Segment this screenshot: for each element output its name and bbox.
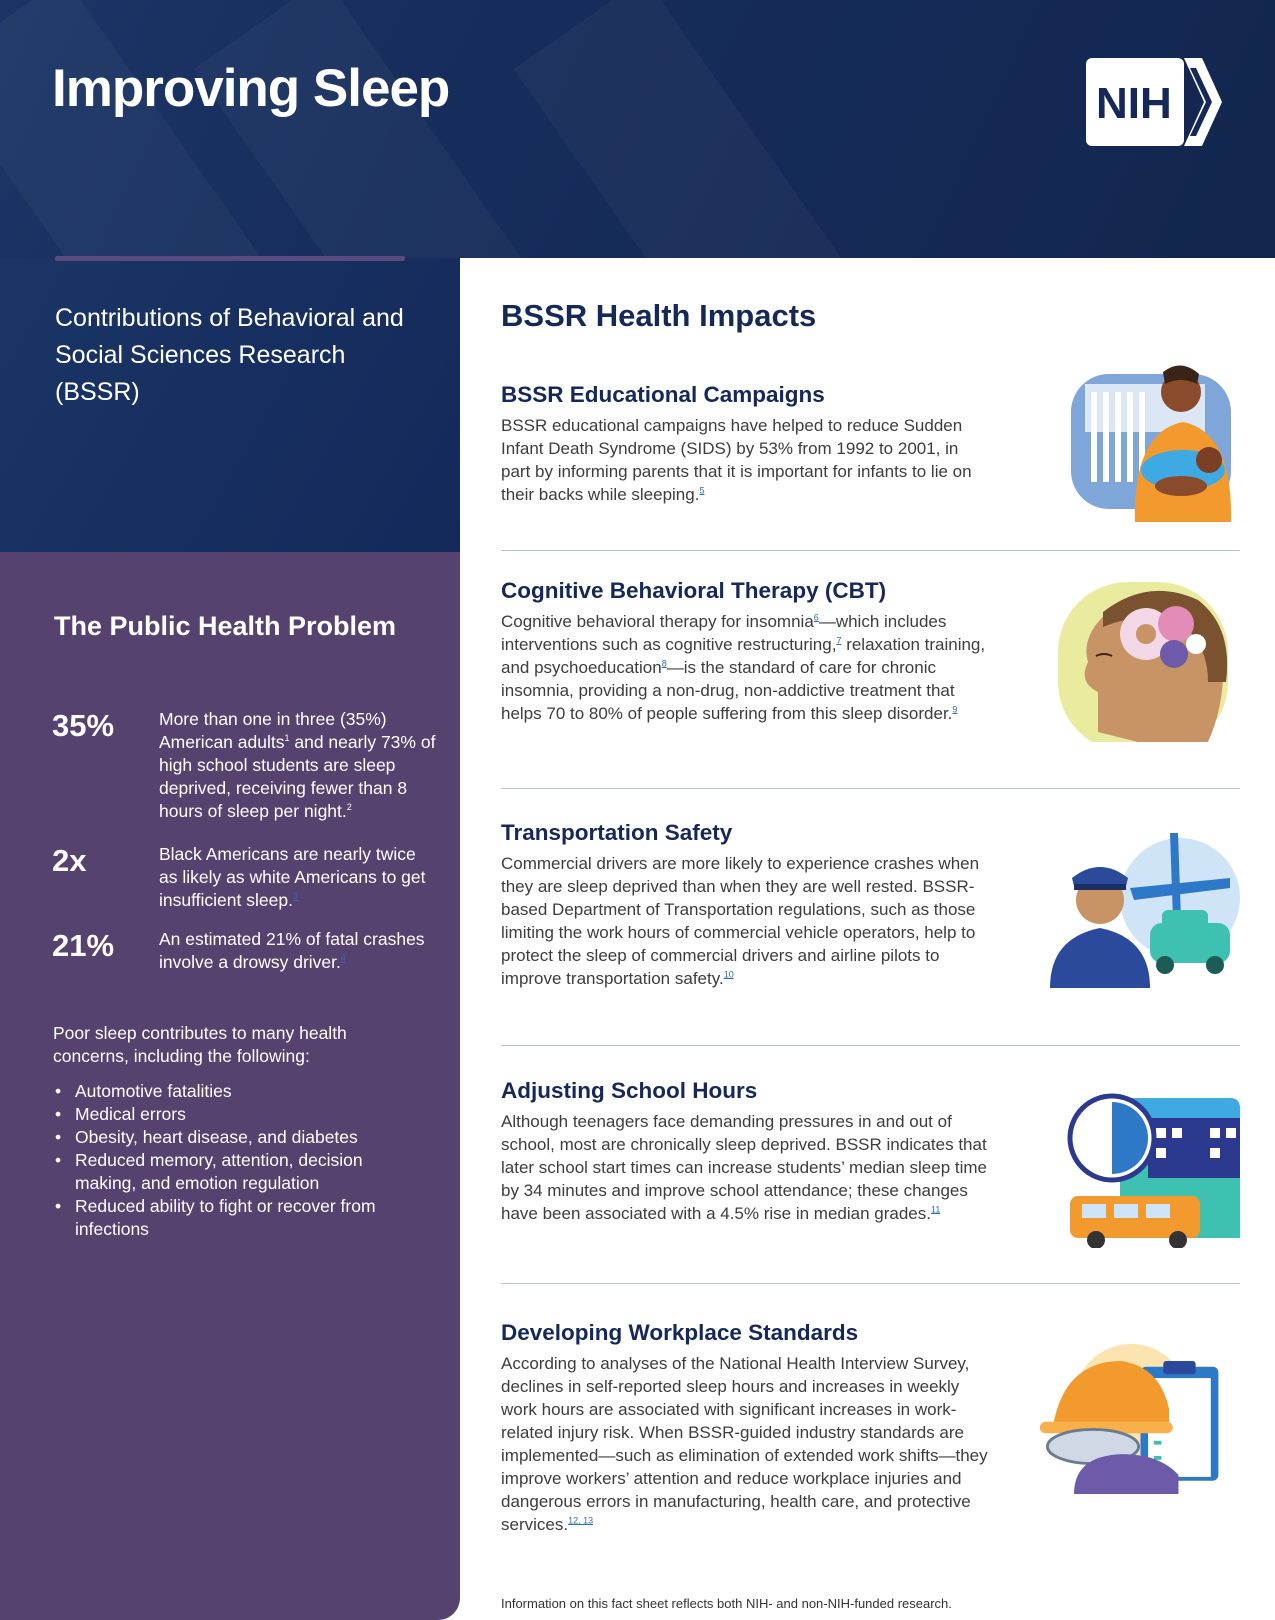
page-title: Improving Sleep	[52, 59, 450, 118]
nih-logo	[1086, 58, 1222, 146]
section-title: Developing Workplace Standards	[501, 1320, 859, 1345]
section-body: Commercial drivers are more likely to experience crashes when they are sleep deprived than when they are well rested. BSSR-based Department of Transportation regulations, such as those limiting the work hours of commercial vehicle operators, help to protect the sleep of commercial drivers and airline pilots to improve transportation safety.$^{10}$	[501, 854, 980, 988]
section-title: Cognitive Behavioral Therapy (CBT)	[501, 578, 887, 603]
citation-link[interactable]: 11	[930, 1204, 941, 1215]
stat-text: An estimated 21% of fatal crashes involve a drowsy driver.$^4$	[159, 929, 425, 972]
list-item: • Reduced ability to fight or recover from infections	[53, 1195, 423, 1241]
parent-with-infant-illustration	[1063, 362, 1253, 522]
section-body: BSSR educational campaigns have helped to reduce Sudden Infant Death Syndrome (SIDS) by 53% from 1992 to 2001, in part by informing parents that it is important for infants to lie on their backs while sleeping.$^5$	[501, 416, 972, 504]
problem-heading: The Public Health Problem	[54, 611, 397, 641]
citation-link[interactable]: 10	[723, 969, 734, 980]
header-stripe	[514, 0, 1047, 258]
list-item: • Medical errors	[53, 1103, 423, 1126]
concerns-list	[53, 1080, 423, 1241]
citation-link[interactable]: 12, 13	[568, 1515, 594, 1526]
hardhat-goggles-clipboard-illustration	[1036, 1338, 1226, 1498]
citation-link[interactable]: 6	[813, 612, 819, 623]
clock-school-bus-illustration	[1060, 1088, 1250, 1248]
section-divider	[501, 550, 1240, 551]
section-body: Cognitive behavioral therapy for insomnia$^6$—which includes interventions such as cognitive restructuring,$^7$ relaxation training, and psychoeducation$^8$—is the standard of care for chronic insomnia, providing a non-drug, non-addictive treatment that helps 70 to 80% of people suffering from this sleep disorder.$^9$	[501, 612, 986, 723]
stat-value: 21%	[52, 928, 115, 963]
section-title: Transportation Safety	[501, 820, 733, 845]
subtitle: Contributions of Behavioral and Social Sciences Research (BSSR)	[55, 304, 404, 406]
stat-value: 2x	[52, 843, 87, 878]
section-divider	[501, 1045, 1240, 1046]
header-band	[0, 0, 1275, 258]
citation-link[interactable]: 5	[699, 485, 705, 496]
head-with-brain-gears-illustration	[1058, 582, 1248, 742]
concerns-intro: Poor sleep contributes to many health concerns, including the following:	[53, 1023, 347, 1066]
citation-link[interactable]: 9	[952, 704, 958, 715]
citation-link[interactable]: 8	[661, 658, 667, 669]
accent-divider	[55, 256, 405, 261]
section-body: According to analyses of the National Health Interview Survey, declines in self-reported sleep hours and increases in weekly work hours are associated with significant increases in work-related injury risk. When BSSR-guided industry standards are implemented—such as elimination of extended work shifts—they improve workers’ attention and reduce workplace injuries and dangerous errors in manufacturing, health care, and protective services.$^{12, 13}$	[501, 1354, 988, 1534]
footnote: Information on this fact sheet reflects both NIH- and non-NIH-funded research.	[501, 1596, 952, 1611]
citation-link[interactable]: 7	[836, 635, 842, 646]
stat-value: 35%	[52, 708, 115, 743]
list-item: • Reduced memory, attention, decision making, and emotion regulation	[53, 1149, 423, 1195]
nih-logo-text: NIH	[1096, 79, 1172, 128]
list-item: • Automotive fatalities	[53, 1080, 423, 1103]
section-body: Although teenagers face demanding pressures in and out of school, most are chronically sleep deprived. BSSR indicates that later school start times can increase students’ median sleep time by 34 minutes and improve school attendance; these changes have been associated with a 4.5% rise in median grades.$^{11}$	[501, 1112, 987, 1223]
stat-text: More than one in three (35%) American adults$^1$ and nearly 73% of high school students are sleep deprived, receiving fewer than 8 hours of sleep per night.$^2$	[159, 709, 436, 821]
section-divider	[501, 1283, 1240, 1284]
pilot-plane-car-illustration	[1050, 828, 1240, 988]
section-title: Adjusting School Hours	[501, 1078, 758, 1103]
section-divider	[501, 788, 1240, 789]
main-heading: BSSR Health Impacts	[501, 298, 817, 333]
list-item: • Obesity, heart disease, and diabetes	[53, 1126, 423, 1149]
section-title: BSSR Educational Campaigns	[501, 382, 825, 407]
stat-text: Black Americans are nearly twice as likely as white Americans to get insufficient sleep.$^3$	[159, 844, 426, 910]
